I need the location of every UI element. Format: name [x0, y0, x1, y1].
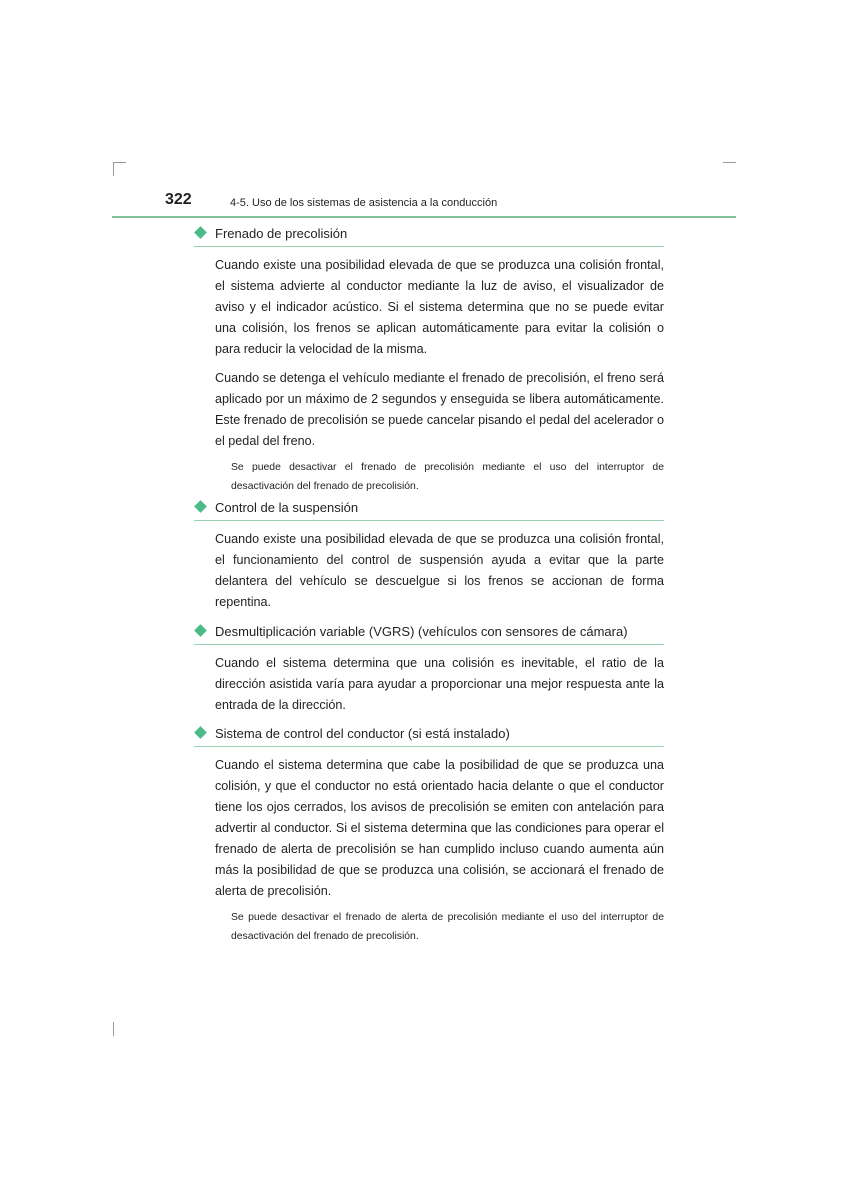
crop-mark-top-left-horizontal — [113, 162, 126, 163]
crop-mark-bottom-left-vertical — [113, 1022, 114, 1036]
section-title: Sistema de control del conductor (si está instalado) — [215, 726, 510, 741]
body-paragraph: Cuando se detenga el vehículo mediante el frenado de precolisión, el freno será aplicado por un máximo de 2 segundos y enseguida se libera automáticamente. Este frenado de precolisión se puede cancelar pisando el pedal del acelerador o el pedal del freno. — [215, 371, 664, 448]
diamond-bullet-icon — [194, 500, 207, 513]
section-control-conductor — [194, 724, 664, 946]
section-frenado-precolision — [194, 224, 664, 496]
section-heading — [194, 622, 664, 645]
section-title: Control de la suspensión — [215, 500, 359, 515]
diamond-bullet-icon — [194, 226, 207, 239]
page-number: 322 — [165, 191, 192, 208]
body-paragraph: Cuando el sistema determina que una colisión es inevitable, el ratio de la dirección asistida varía para ayudar a proporcionar una mejor respuesta ante la entrada de la dirección. — [215, 656, 664, 712]
chapter-title: 4-5. Uso de los sistemas de asistencia a la conducción — [230, 197, 498, 209]
section-title: Desmultiplicación variable (VGRS) (vehículos con sensores de cámara) — [215, 624, 628, 639]
section-control-suspension — [194, 498, 664, 613]
section-title: Frenado de precolisión — [215, 226, 348, 241]
note-paragraph: Se puede desactivar el frenado de precolisión mediante el uso del interruptor de desactivación del frenado de precolisión. — [231, 462, 664, 492]
section-vgrs — [194, 622, 664, 716]
diamond-bullet-icon — [194, 624, 207, 637]
note-paragraph: Se puede desactivar el frenado de alerta de precolisión mediante el uso del interruptor de desactivación del frenado de precolisión. — [231, 912, 664, 942]
body-paragraph: Cuando el sistema determina que cabe la posibilidad de que se produzca una colisión, y que el conductor no está orientado hacia delante o que el conductor tiene los ojos cerrados, los avisos de precolisión se emiten con antelación para advertir al conductor. Si el sistema determina que las condiciones para operar el frenado de alerta de precolisión se han cumplido incluso cuando aumenta aún más la posibilidad de que se produzca una colisión, se accionará el frenado de alerta de precolisión. — [215, 758, 664, 898]
body-paragraph: Cuando existe una posibilidad elevada de que se produzca una colisión frontal, el sistema advierte al conductor mediante la luz de aviso, el visualizador de aviso y el indicador acústico. Si el sistema determina que no se puede evitar una colisión, los frenos se aplican automáticamente para evitar la colisión o para reducir la velocidad de la misma. — [215, 258, 664, 356]
crop-mark-top-right-horizontal — [723, 162, 736, 163]
section-heading — [194, 498, 664, 521]
diamond-bullet-icon — [194, 726, 207, 739]
section-heading — [194, 724, 664, 747]
header-rule — [112, 216, 736, 218]
body-paragraph: Cuando existe una posibilidad elevada de que se produzca una colisión frontal, el funcionamiento del control de suspensión ayuda a evitar que la parte delantera del vehículo se descuelgue si los frenos se accionan de forma repentina. — [215, 532, 664, 609]
crop-mark-top-left-vertical — [113, 162, 114, 176]
section-heading — [194, 224, 664, 247]
